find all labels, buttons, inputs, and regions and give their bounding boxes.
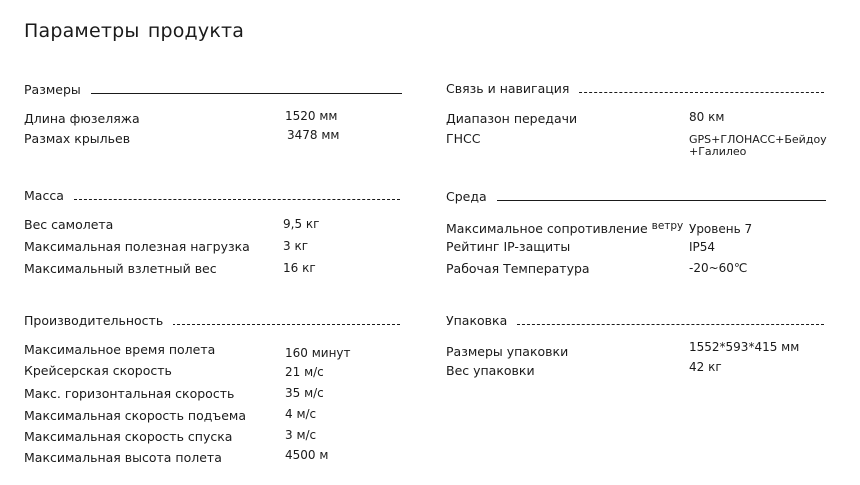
spec-value: 3 кг: [283, 239, 309, 253]
spec-label: Максимальное время полета: [24, 342, 216, 357]
section-mass: [24, 188, 404, 206]
section-title: Производительность: [24, 313, 173, 328]
spec-value: -20~60℃: [689, 261, 748, 275]
spec-value: 4 м/с: [285, 407, 317, 421]
spec-value: 35 м/с: [285, 386, 324, 400]
page-title: Параметры продукта: [24, 20, 245, 42]
spec-value: IP54: [689, 240, 716, 254]
section-divider: [494, 200, 826, 201]
spec-value: 80 км: [689, 110, 725, 124]
section-header: [24, 313, 404, 331]
section-title: Размеры: [24, 82, 91, 97]
section-divider: [574, 92, 824, 93]
section-header: [24, 82, 404, 100]
spec-value: 160 минут: [285, 346, 351, 360]
spec-label: Максимальная скорость спуска: [24, 429, 233, 444]
spec-value: 3478 мм: [287, 128, 340, 142]
spec-value: 21 м/с: [285, 365, 324, 379]
section-header: [446, 81, 826, 99]
spec-label: Вес упаковки: [446, 363, 535, 378]
spec-label: Максимальная скорость подъема: [24, 408, 246, 423]
spec-label-suffix: ветру: [651, 220, 684, 232]
spec-value: 3 м/с: [285, 428, 317, 442]
section-title: Среда: [446, 189, 497, 204]
section-performance: [24, 313, 404, 331]
section-header: [446, 313, 826, 331]
spec-label: Длина фюзеляжа: [24, 111, 140, 126]
section-header: [446, 189, 826, 207]
spec-label: Максимальная высота полета: [24, 450, 222, 465]
section-divider: [90, 93, 402, 94]
spec-label: Диапазон передачи: [446, 111, 578, 126]
section-divider: [74, 199, 400, 200]
section-divider: [512, 324, 824, 325]
spec-value: Уровень 7: [689, 222, 753, 236]
section-title: Связь и навигация: [446, 81, 579, 96]
spec-value: 1520 мм: [285, 109, 338, 123]
section-packaging: [446, 313, 826, 331]
section-comms: [446, 81, 826, 99]
section-title: Упаковка: [446, 313, 517, 328]
section-header: [24, 188, 404, 206]
spec-label-text: Максимальное сопротивление: [446, 221, 648, 236]
spec-label: Крейсерская скорость: [24, 363, 172, 378]
spec-label: Рабочая Температура: [446, 261, 590, 276]
section-title: Масса: [24, 188, 74, 203]
spec-value: 16 кг: [283, 261, 316, 275]
section-dimensions: [24, 82, 404, 100]
spec-value: 9,5 кг: [283, 217, 320, 231]
spec-label: [446, 221, 683, 236]
spec-label: Вес самолета: [24, 217, 114, 232]
spec-label: Размеры упаковки: [446, 344, 569, 359]
spec-label: Макс. горизонтальная скорость: [24, 386, 235, 401]
spec-label: Максимальная полезная нагрузка: [24, 239, 250, 254]
spec-value: 4500 м: [285, 448, 329, 462]
spec-value: 1552*593*415 мм: [689, 340, 800, 354]
spec-label: Рейтинг IP-защиты: [446, 239, 571, 254]
spec-label: ГНСС: [446, 131, 481, 146]
section-divider: [162, 324, 400, 325]
section-environment: [446, 189, 826, 207]
spec-value: GPS+ГЛОНАСС+Бейдоу +Галилео: [689, 133, 827, 158]
spec-label: Максимальный взлетный вес: [24, 261, 217, 276]
spec-label: Размах крыльев: [24, 131, 131, 146]
spec-value: 42 кг: [689, 360, 722, 374]
